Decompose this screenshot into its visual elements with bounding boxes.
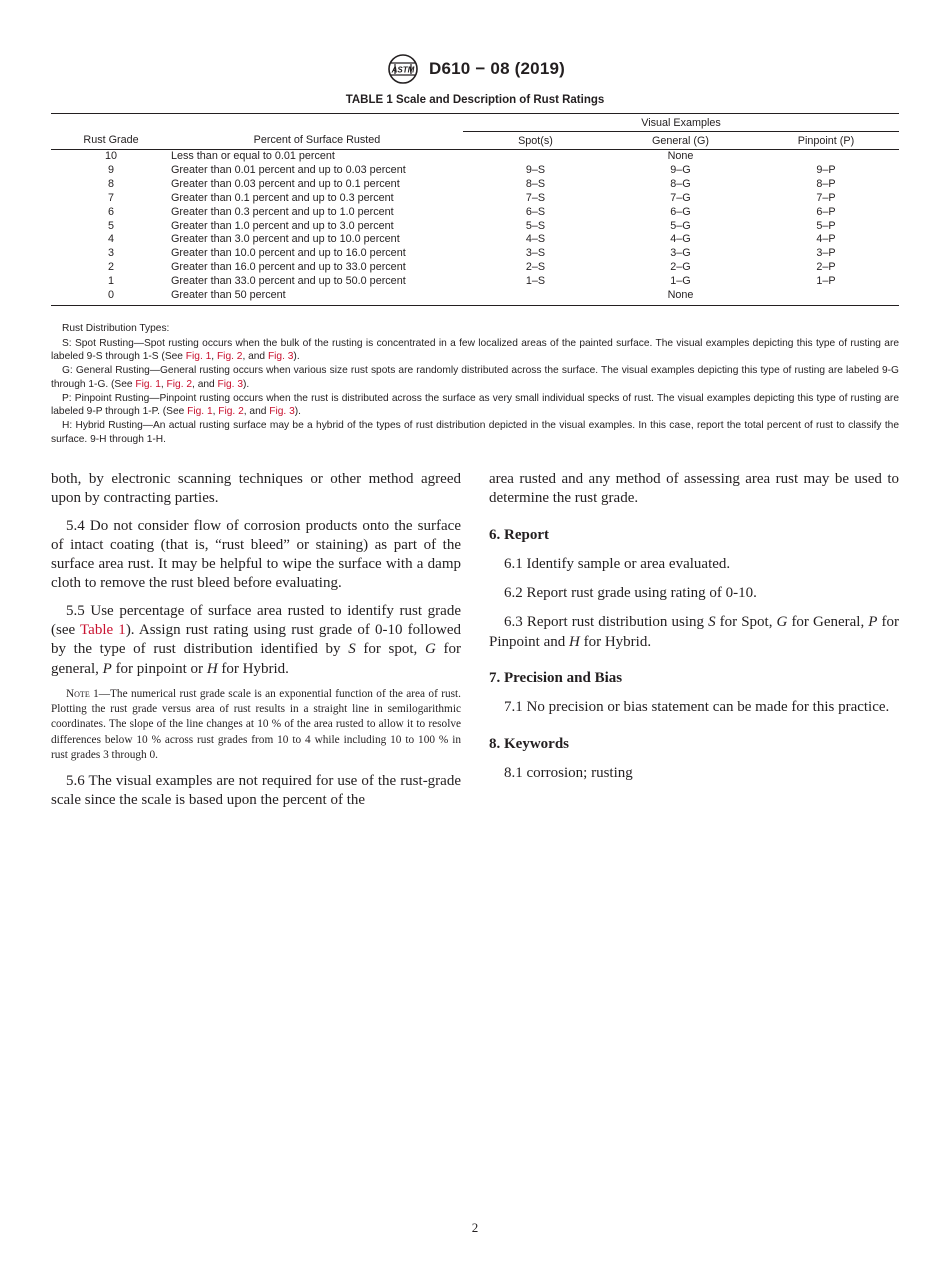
table-caption: TABLE 1 Scale and Description of Rust Ratings	[345, 94, 605, 106]
cell-grade: 5	[107, 219, 114, 232]
table-row	[51, 247, 899, 261]
table-row	[51, 233, 899, 247]
footnote-pinpoint: P: Pinpoint Rusting—Pinpoint rusting occurs when the rust is distributed across the surface as very small individual specks of rust. The visual examples depicting this type of rusting are labeled 9-P through 1-P. (See Fig. 1, Fig. 2, and Fig. 3).	[51, 392, 899, 418]
paragraph-8-1: 8.1 corrosion; rusting	[504, 764, 633, 781]
table-row	[51, 220, 899, 234]
table-row	[51, 261, 899, 275]
cell-grade: 2	[107, 261, 114, 274]
cell-grade: 9	[107, 163, 114, 176]
cell-percent: Less than or equal to 0.01 percent	[171, 150, 335, 162]
paragraph-continued: both, by electronic scanning techniques or other method agreed upon by contracting parties.	[51, 471, 461, 507]
cell-pinpoint: 2–P	[816, 261, 836, 274]
paragraph-5-6: 5.6 The visual examples are not required for use of the rust-grade scale since the scale is based upon the percent of the	[51, 772, 461, 809]
cell-spot: 7–S	[525, 191, 546, 204]
cell-percent: Greater than 0.1 percent and up to 0.3 percent	[171, 191, 394, 204]
cell-spot	[463, 289, 608, 305]
cell-percent: Greater than 0.01 percent and up to 0.03 percent	[171, 163, 406, 176]
footnote-heading: Rust Distribution Types:	[62, 323, 170, 334]
document-title: D610 − 08 (2019)	[429, 59, 565, 78]
cell-general: None	[608, 289, 753, 305]
cell-general: 4–G	[670, 233, 691, 246]
fig3-link[interactable]: Fig. 3	[217, 378, 244, 390]
right-column	[489, 470, 899, 793]
header-rust-grade: Rust Grade	[51, 132, 171, 150]
table-row	[51, 164, 899, 178]
fig1-link[interactable]: Fig. 1	[135, 378, 161, 390]
cell-spot: 9–S	[525, 163, 546, 176]
header-spot: Spot(s)	[463, 132, 608, 150]
footnote-hybrid: H: Hybrid Rusting—An actual rusting surface may be a hybrid of the types of rust distribution depicted in the visual examples. In this case, report the total percent of rust to classify the surface. 9-H through 1-H.	[51, 419, 899, 445]
note-label: Note 1	[66, 687, 99, 700]
cell-pinpoint	[753, 150, 899, 164]
cell-grade: 3	[107, 247, 114, 260]
paragraph-5-4: 5.4 Do not consider flow of corrosion products onto the surface of intact coating (that is, “rust bleed” or staining) as part of the surface area rust. It may be helpful to wipe the surface with a damp cloth to remove the rust bleed before evaluating.	[51, 517, 461, 592]
paragraph-7-1: 7.1 No precision or bias statement can be made for this practice.	[504, 699, 890, 716]
fig2-link[interactable]: Fig. 2	[216, 351, 243, 363]
table1-link[interactable]: Table 1	[80, 622, 126, 639]
cell-grade: 4	[107, 233, 114, 246]
section-7-heading: 7. Precision and Bias	[489, 670, 623, 687]
fig1-link[interactable]: Fig. 1	[187, 406, 213, 418]
cell-spot: 4–S	[525, 233, 546, 246]
cell-pinpoint: 8–P	[816, 177, 836, 190]
fig3-link[interactable]: Fig. 3	[267, 351, 294, 363]
cell-general: 2–G	[670, 261, 691, 274]
cell-spot: 2–S	[525, 261, 546, 274]
cell-spot: 3–S	[525, 247, 546, 260]
cell-percent: Greater than 50 percent	[171, 289, 463, 305]
cell-percent: Greater than 10.0 percent and up to 16.0 percent	[171, 247, 406, 260]
table-footnotes	[51, 322, 899, 446]
section-6-heading: 6. Report	[489, 526, 549, 543]
header-visual-examples: Visual Examples	[463, 114, 899, 132]
cell-grade: 8	[107, 177, 114, 190]
astm-logo-text: ASTM	[391, 65, 415, 75]
cell-pinpoint: 3–P	[816, 247, 836, 260]
cell-percent: Greater than 0.3 percent and up to 1.0 percent	[171, 205, 394, 218]
paragraph-6-2: 6.2 Report rust grade using rating of 0-10.	[504, 585, 757, 602]
cell-general: 3–G	[670, 247, 691, 260]
table-row	[51, 275, 899, 289]
cell-pinpoint: 6–P	[816, 205, 836, 218]
table-row	[51, 289, 899, 305]
cell-pinpoint: 9–P	[816, 163, 836, 176]
cell-general: None	[667, 150, 694, 162]
table-row	[51, 192, 899, 206]
cell-spot	[463, 150, 608, 164]
cell-general: 7–G	[670, 191, 691, 204]
left-column	[51, 470, 461, 819]
table-row	[51, 178, 899, 192]
cell-spot: 1–S	[525, 275, 546, 288]
fig2-link[interactable]: Fig. 2	[166, 378, 193, 390]
header-general: General (G)	[608, 132, 753, 150]
header-pinpoint: Pinpoint (P)	[753, 132, 899, 150]
cell-pinpoint: 5–P	[816, 219, 836, 232]
table-row	[51, 150, 899, 164]
fig1-link[interactable]: Fig. 1	[185, 351, 212, 363]
page-number: 2	[471, 1220, 479, 1235]
rust-ratings-table	[51, 113, 899, 306]
table-row	[51, 206, 899, 220]
cell-general: 8–G	[670, 177, 691, 190]
cell-spot: 6–S	[525, 205, 546, 218]
fig2-link[interactable]: Fig. 2	[218, 406, 244, 418]
section-8-heading: 8. Keywords	[489, 735, 569, 752]
cell-percent: Greater than 0.03 percent and up to 0.1 percent	[171, 177, 400, 190]
cell-percent: Greater than 16.0 percent and up to 33.0 percent	[171, 261, 406, 274]
paragraph-6-1: 6.1 Identify sample or area evaluated.	[504, 555, 731, 572]
footnote-general: G: General Rusting—General rusting occurs when various size rust spots are randomly distributed across the surface. The visual examples depicting this type of rusting are labeled 9-G through 1-G. (See Fig. 1, Fig. 2, and Fig. 3).	[51, 365, 899, 390]
cell-grade: 6	[107, 205, 114, 218]
cell-spot: 8–S	[525, 177, 546, 190]
document-header	[0, 52, 950, 86]
paragraph-continued-right: area rusted and any method of assessing area rust may be used to determine the rust grade.	[489, 471, 899, 507]
cell-percent: Greater than 33.0 percent and up to 50.0 percent	[171, 275, 406, 288]
cell-grade: 7	[107, 191, 114, 204]
cell-percent: Greater than 1.0 percent and up to 3.0 percent	[171, 219, 394, 232]
fig3-link[interactable]: Fig. 3	[269, 406, 295, 418]
paragraph-5-5: 5.5 Use percentage of surface area rusted to identify rust grade (see Table 1). Assign rust rating using rust grade of 0-10 followed by the type of rust distribution identified by S for spot, G for general, P for pinpoint or H for Hybrid.	[51, 602, 461, 677]
cell-percent: Greater than 3.0 percent and up to 10.0 percent	[171, 233, 400, 246]
astm-logo-icon	[385, 53, 421, 85]
cell-spot: 5–S	[525, 219, 546, 232]
cell-general: 6–G	[670, 205, 691, 218]
cell-general: 9–G	[670, 163, 691, 176]
cell-grade: 1	[107, 275, 114, 288]
cell-pinpoint	[753, 289, 899, 305]
paragraph-6-3: 6.3 Report rust distribution using S for Spot, G for General, P for Pinpoint and H for Hybrid.	[489, 614, 900, 650]
cell-pinpoint: 1–P	[816, 275, 836, 288]
note-1: Note 1—The numerical rust grade scale is an exponential function of the area of rust. Plotting the rust grade versus area of rust results in a straight line in semilogarithmic coordinates. The slope of the line changes at 10 % of the area rusted to allow it to resolve differences below 10 % across rust grades from 10 to 4 while including 10 to 100 % in rust grades 3 through 0.	[51, 687, 461, 761]
header-percent: Percent of Surface Rusted	[171, 132, 463, 150]
cell-general: 5–G	[670, 219, 691, 232]
cell-grade: 0	[51, 289, 171, 305]
cell-general: 1–G	[670, 275, 691, 288]
cell-pinpoint: 7–P	[816, 191, 836, 204]
cell-pinpoint: 4–P	[816, 233, 836, 246]
cell-grade: 10	[104, 150, 117, 162]
footnote-spot: S: Spot Rusting—Spot rusting occurs when the bulk of the rusting is concentrated in a few localized areas of the painted surface. The visual examples depicting this type of rusting are labeled 9-S through 1-S (See Fig. 1, Fig. 2, and Fig. 3).	[51, 337, 899, 363]
